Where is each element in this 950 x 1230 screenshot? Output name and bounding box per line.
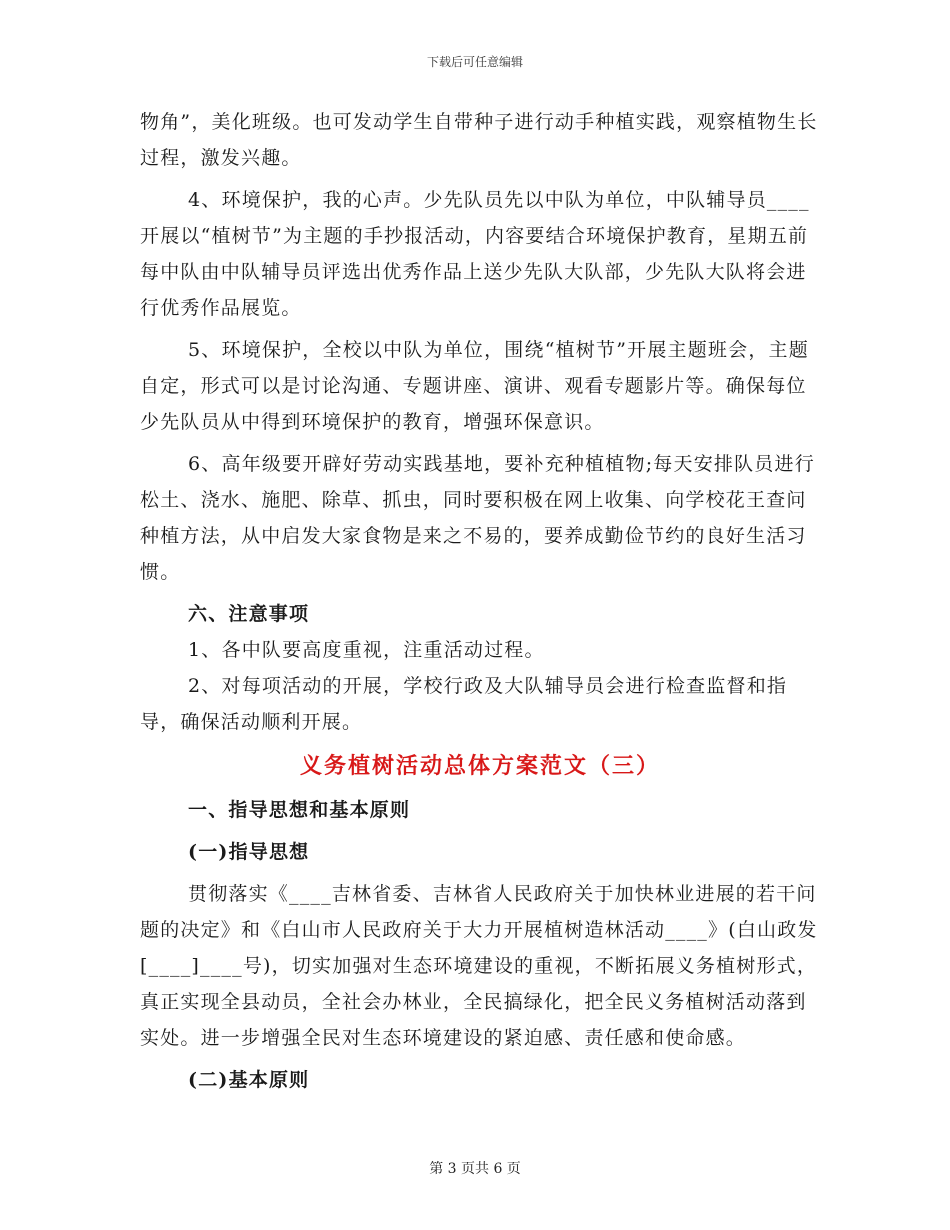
page-footer: 第 3 页共 6 页 (429, 1161, 521, 1177)
subsection-heading-guiding-thought: (一)指导思想 (188, 841, 310, 863)
paragraph-guiding-thought: 贯彻落实《____吉林省委、吉林省人民政府关于加快林业进展的若干问题的决定》和《白山市人民政府关于大力开展植树造林活动____》(白山政发[____]____号)，切实加强对生态环境建设的重视，不断拓展义务植树形式，真正实现全县动员，全社会办林业，全民搞绿化，把全民义务植树活动落到实处。进一步增强全民对生态环境建设的紧迫感、责任感和使命感。 (140, 883, 818, 1049)
section-heading-principles: 一、指导思想和基本原则 (188, 799, 411, 821)
paragraph-note-2: 2、对每项活动的开展，学校行政及大队辅导员会进行检查监督和指导，确保活动顺利开展。 (140, 675, 788, 733)
document-title: 义务植树活动总体方案范文（三） (299, 753, 660, 779)
paragraph-item-5: 5、环境保护，全校以中队为单位，围绕“植树节”开展主题班会，主题自定，形式可以是讨论沟通、专题讲座、演讲、观看专题影片等。确保每位少先队员从中得到环境保护的教育，增强环保意识。 (140, 339, 809, 433)
document-body (140, 104, 820, 1098)
paragraph-item-4: 4、环境保护，我的心声。少先队员先以中队为单位，中队辅导员____开展以“植树节”为主题的手抄报活动，内容要结合环境保护教育，星期五前每中队由中队辅导员评选出优秀作品上送少先队大队部，少先队大队将会进行优秀作品展览。 (140, 189, 810, 319)
section-heading-notes: 六、注意事项 (188, 603, 310, 625)
paragraph-item-6: 6、高年级要开辟好劳动实践基地，要补充种植植物;每天安排队员进行松土、浇水、施肥、除草、抓虫，同时要积极在网上收集、向学校花王查问种植方法，从中启发大家食物是来之不易的，要养成勤俭节约的良好生活习惯。 (140, 453, 815, 583)
paragraph-continuation: 物角”，美化班级。也可发动学生自带种子进行动手种植实践，观察植物生长过程，激发兴趣。 (140, 111, 818, 169)
subsection-heading-basic-principles: (二)基本原则 (188, 1069, 310, 1091)
page-header: 下载后可任意编辑 (426, 55, 523, 69)
paragraph-note-1: 1、各中队要高度重视，注重活动过程。 (188, 639, 545, 661)
